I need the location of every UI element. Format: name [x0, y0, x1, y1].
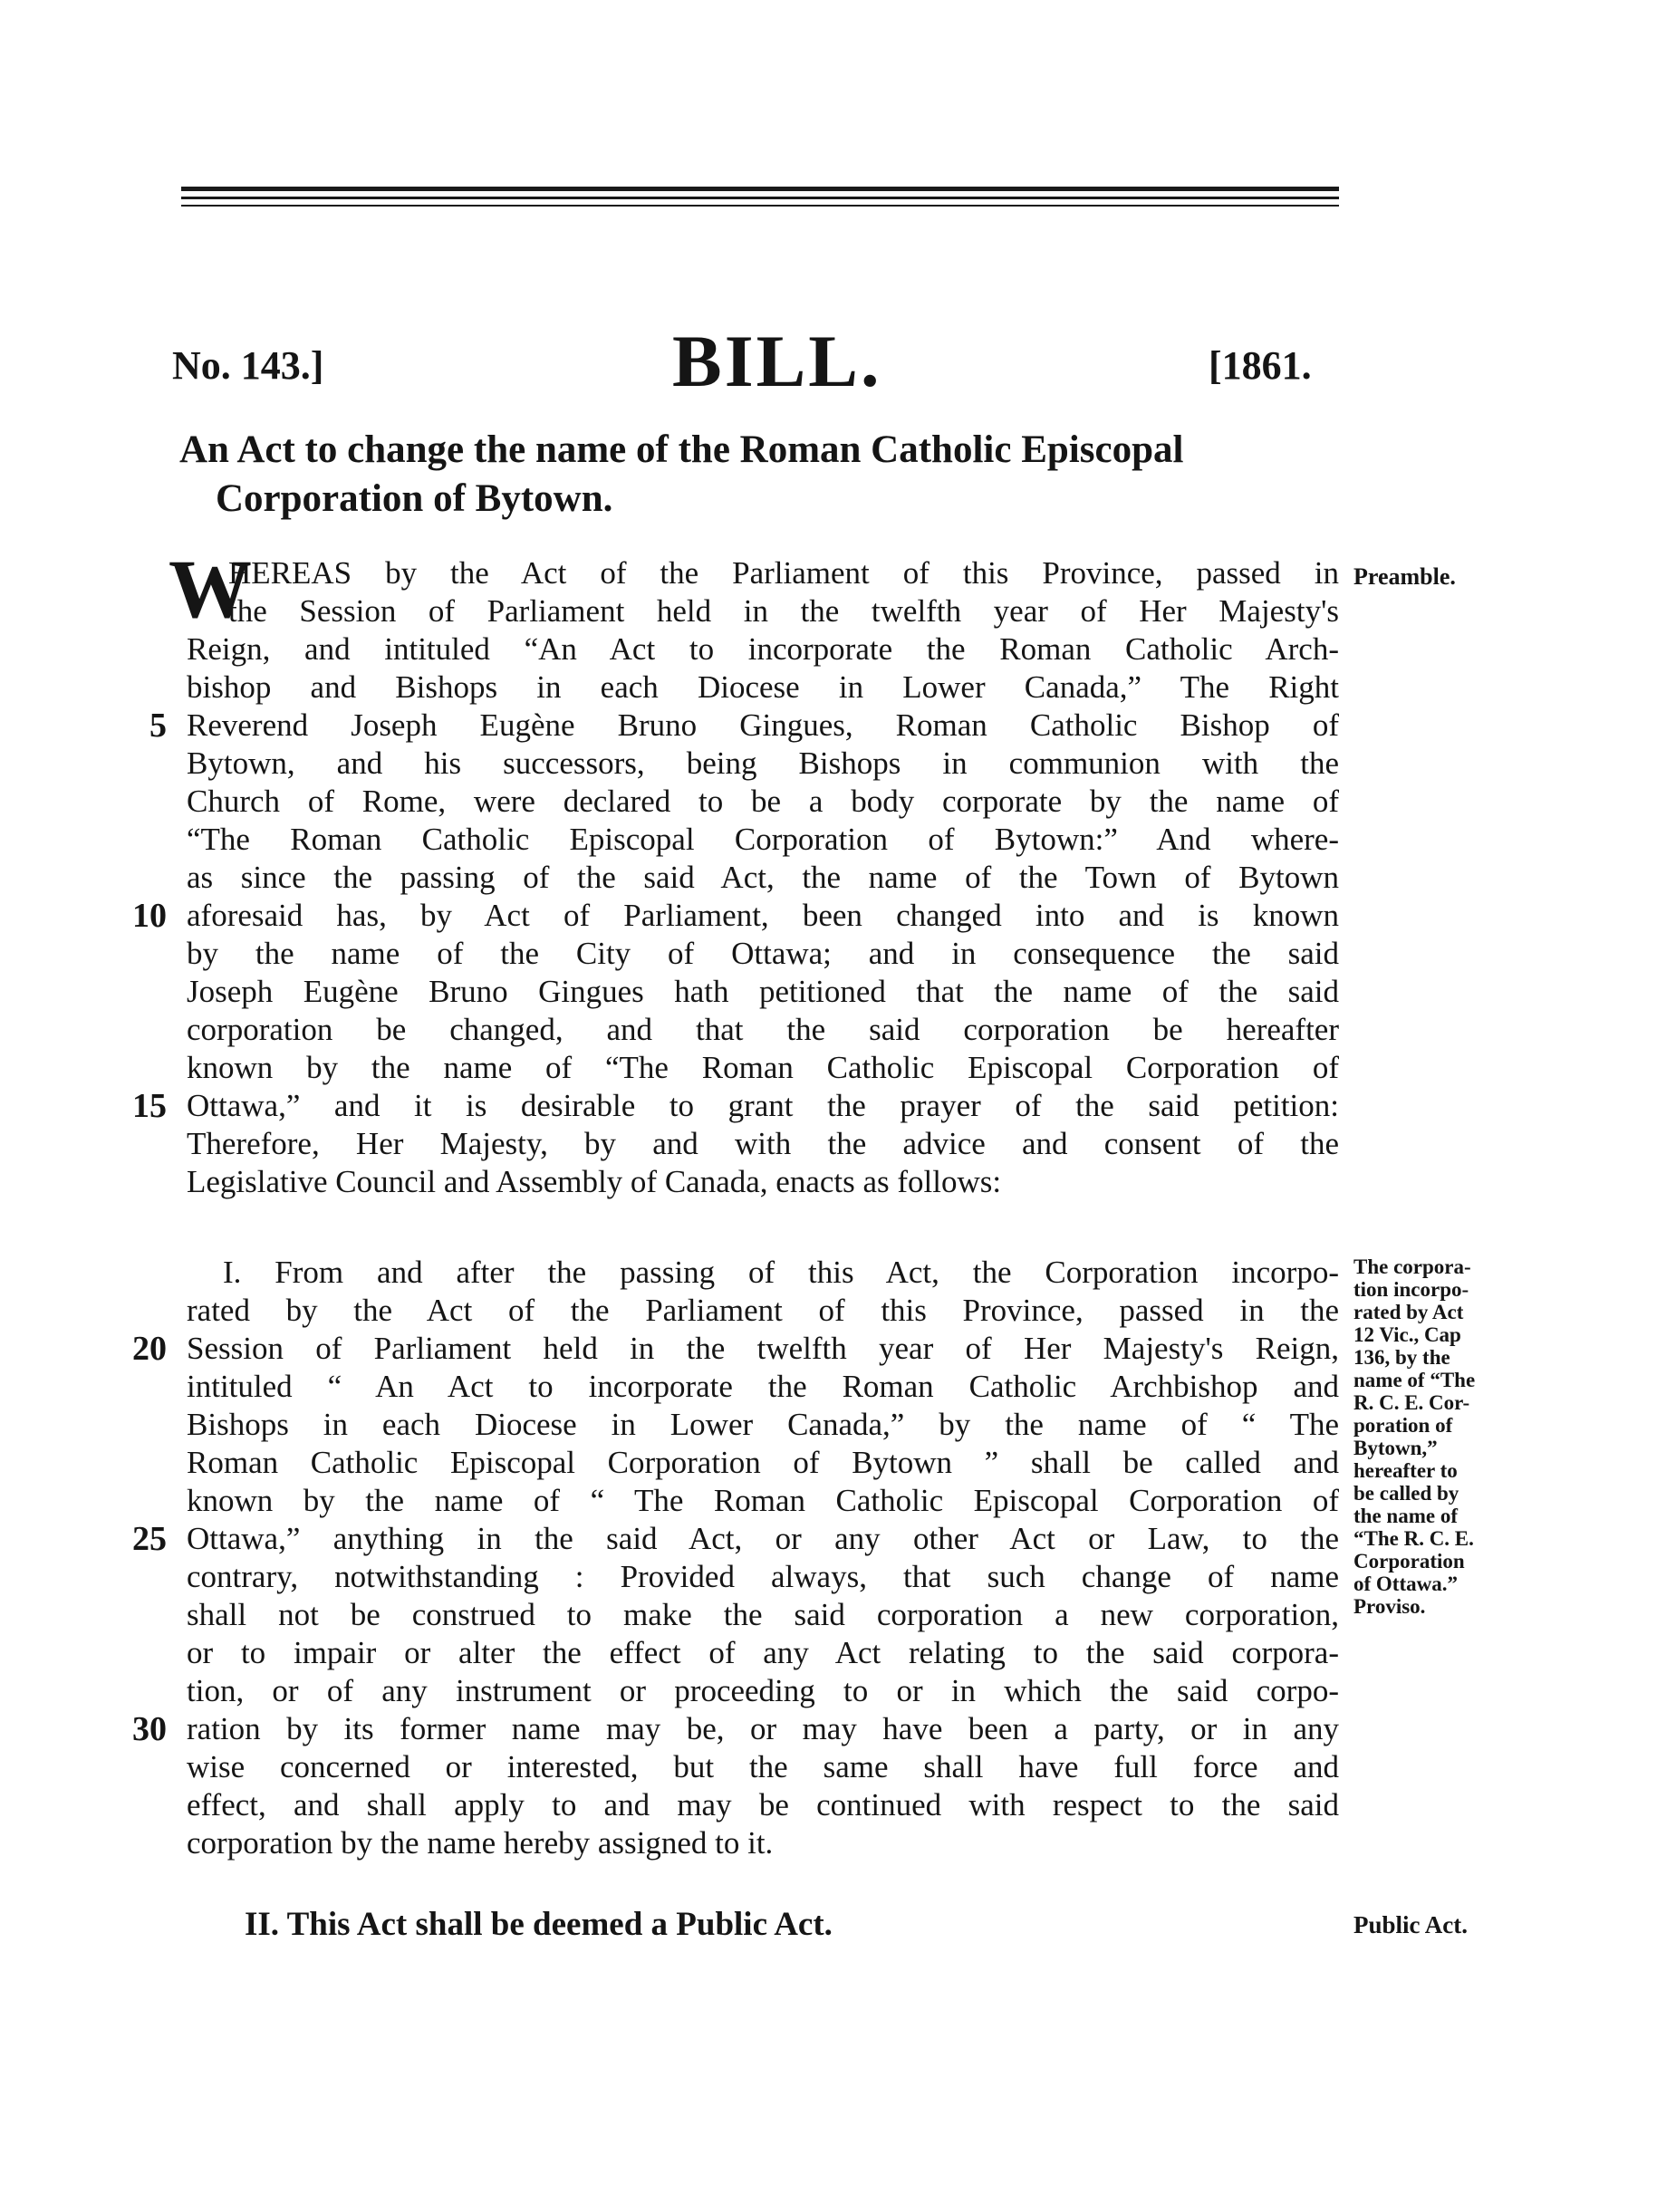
section-line: ration by its former name may be, or may have been a party, or in any	[187, 1711, 1339, 1746]
margin-note-line: Bytown,”	[1353, 1437, 1438, 1459]
bill-heading: BILL.	[672, 320, 882, 402]
preamble-line: Church of Rome, were declared to be a body corporate by the name of	[187, 784, 1339, 819]
act-title-line: Corporation of Bytown.	[216, 477, 613, 520]
bill-year: [1861.	[1209, 343, 1312, 388]
margin-note-line: The corpora-	[1353, 1255, 1471, 1278]
margin-note-line: name of “The	[1353, 1369, 1476, 1391]
line-number: 20	[132, 1330, 167, 1368]
margin-note-line: “The R. C. E.	[1353, 1527, 1474, 1550]
margin-note-line: the name of	[1353, 1505, 1458, 1527]
preamble-line: “The Roman Catholic Episcopal Corporation of Bytown:” And where-	[187, 822, 1339, 857]
section-line: known by the name of “ The Roman Catholic Episcopal Corporation of	[187, 1483, 1339, 1518]
section-line: I. From and after the passing of this Act, the Corporation incorpo-	[223, 1255, 1339, 1290]
preamble-line: aforesaid has, by Act of Parliament, been changed into and is known	[187, 898, 1339, 933]
section-line: Bishops in each Diocese in Lower Canada,” by the name of “ The	[187, 1407, 1339, 1442]
section-line: corporation by the name hereby assigned to it.	[187, 1825, 774, 1861]
preamble-line: as since the passing of the said Act, the name of the Town of Bytown	[187, 860, 1339, 895]
line-number: 15	[132, 1087, 167, 1125]
margin-note-line: rated by Act	[1353, 1301, 1464, 1323]
margin-note-line: poration of	[1353, 1414, 1453, 1437]
top-rule	[181, 187, 1339, 191]
preamble-line: HEREAS by the Act of the Parliament of this Province, passed in	[228, 555, 1339, 591]
section-line: rated by the Act of the Parliament of this Province, passed in the	[187, 1293, 1339, 1328]
line-number: 30	[132, 1710, 167, 1748]
preamble-line: Bytown, and his successors, being Bishops in communion with the	[187, 745, 1339, 781]
margin-note-line: 136, by the	[1353, 1346, 1450, 1369]
preamble-line: Legislative Council and Assembly of Canada, enacts as follows:	[187, 1164, 1002, 1199]
margin-note-line: of Ottawa.”	[1353, 1572, 1458, 1595]
margin-note-line: hereafter to	[1353, 1459, 1458, 1482]
section-2: II. This Act shall be deemed a Public Act.	[245, 1906, 833, 1943]
line-number: 10	[132, 897, 167, 935]
drop-cap: W	[169, 543, 252, 635]
section-line: intituled “ An Act to incorporate the Roman Catholic Archbishop and	[187, 1369, 1339, 1404]
preamble-line: Joseph Eugène Bruno Gingues hath petitioned that the name of the said	[187, 974, 1339, 1009]
act-title-line: An Act to change the name of the Roman Catholic Episcopal	[179, 428, 1184, 471]
margin-note-line: Corporation	[1353, 1550, 1465, 1572]
margin-note-line: 12 Vic., Cap	[1353, 1323, 1461, 1346]
section-line: tion, or of any instrument or proceeding to or in which the said corpo-	[187, 1673, 1339, 1708]
preamble-line: Reverend Joseph Eugène Bruno Gingues, Roman Catholic Bishop of	[187, 707, 1339, 743]
preamble-line: Therefore, Her Majesty, by and with the advice and consent of the	[187, 1126, 1339, 1161]
section-line: Roman Catholic Episcopal Corporation of Bytown ” shall be called and	[187, 1445, 1339, 1480]
section-line: contrary, notwithstanding : Provided always, that such change of name	[187, 1559, 1339, 1594]
section-line: effect, and shall apply to and may be continued with respect to the said	[187, 1787, 1339, 1822]
margin-note-line: tion incorpo-	[1353, 1278, 1469, 1301]
margin-note-preamble: Preamble.	[1353, 563, 1456, 590]
margin-note-section-1	[1353, 1255, 1526, 1618]
preamble-line: by the name of the City of Ottawa; and in consequence the said	[187, 936, 1339, 971]
bill-number: No. 143.]	[172, 343, 324, 388]
preamble-line: the Session of Parliament held in the twelfth year of Her Majesty's	[228, 593, 1339, 629]
margin-note-line: R. C. E. Cor-	[1353, 1391, 1470, 1414]
section-line: shall not be construed to make the said corporation a new corporation,	[187, 1597, 1339, 1632]
section-line: Session of Parliament held in the twelfth year of Her Majesty's Reign,	[187, 1331, 1339, 1366]
margin-note-line: Proviso.	[1353, 1595, 1426, 1618]
preamble-line: Reign, and intituled “An Act to incorporate the Roman Catholic Arch-	[187, 631, 1339, 667]
preamble-line: corporation be changed, and that the said corporation be hereafter	[187, 1012, 1339, 1047]
line-number: 5	[149, 707, 167, 745]
top-rule	[181, 205, 1339, 207]
top-rule	[181, 197, 1339, 199]
section-line: Ottawa,” anything in the said Act, or any other Act or Law, to the	[187, 1521, 1339, 1556]
preamble-line: known by the name of “The Roman Catholic Episcopal Corporation of	[187, 1050, 1339, 1085]
section-line: wise concerned or interested, but the same shall have full force and	[187, 1749, 1339, 1784]
act-title	[181, 426, 1350, 524]
preamble-line: Ottawa,” and it is desirable to grant the prayer of the said petition:	[187, 1088, 1339, 1123]
margin-note-public-act: Public Act.	[1353, 1911, 1468, 1938]
section-line: or to impair or alter the effect of any Act relating to the said corpora-	[187, 1635, 1339, 1670]
line-number: 25	[132, 1520, 167, 1558]
preamble-line: bishop and Bishops in each Diocese in Lower Canada,” The Right	[187, 669, 1339, 705]
margin-note-line: be called by	[1353, 1482, 1459, 1505]
